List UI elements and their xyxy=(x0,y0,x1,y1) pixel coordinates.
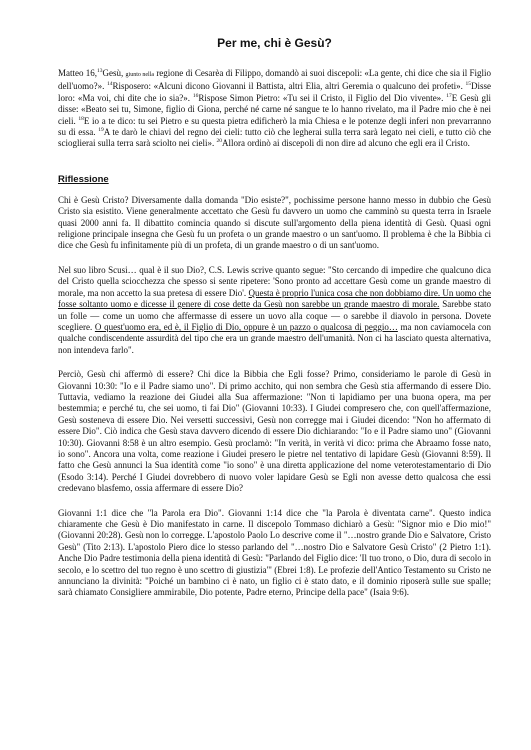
verse-number: 17 xyxy=(446,92,452,99)
verse-number: 18 xyxy=(78,115,84,122)
underlined-quote-2: O quest'uomo era, ed è, il Figlio di Dio, oppure è un pazzo o qualcosa di peggio… xyxy=(94,321,398,332)
verse-number: 15 xyxy=(465,81,472,88)
verse-number: 13 xyxy=(97,68,103,74)
scripture-passage: Matteo 16,13Gesù, giunto nella regione di Cesarèa di Filippo, domandò ai suoi discepoli: «La gente, chi dice che sia il Figlio dell'uomo?». $^{14}$Risposero: «Alcuni dicono Giovanni il Battista, altri Elia, altri Geremia o qualcuno dei profeti». $^{15}$Disse loro: «Ma voi, chi dite che io sia?». $^{16}$Rispose Simon Pietro: «Tu sei il Cristo, il Figlio del Dio vivente». $^{17}$E Gesù gli disse: «Beato sei tu, Simone, figlio di Giona, perché né carne né sangue te lo hanno rivelato, ma il Padre mio che è nei cieli. $^{18}$E io a te dico: tu sei Pietro e su questa pietra edificherò la mia Chiesa e le potenze degli inferi non prevarranno su di essa. $^{19}$A te darò le chiavi del regno dei cieli: tutto ciò che legherai sulla terra sarà legato nei cieli, e tutto ciò che scioglierai sulla terra sarà sciolto nei cieli». $^{20}$Allora ordinò ai discepoli di non dire ad alcuno che egli era il Cristo. xyxy=(58,68,492,149)
verse-number: 16 xyxy=(192,92,199,99)
verse-number: 19 xyxy=(98,127,104,134)
page-title: Per me, chi è Gesù? xyxy=(217,36,332,50)
section-heading: Riflessione xyxy=(58,173,109,185)
paragraph-2: Nel suo libro Scusi… qual è il suo Dio?, C.S. Lewis scrive quanto segue: "Sto cercando di impedire che qualcuno dica del Cristo quella sciocchezza che spesso si sente ripetere: 'Sono pronto ad accettare Gesù come un grande maestro di morale, ma non accetto la sua pretesa di essere Dio'. Questa è proprio l'unica cosa che non dobbiamo dire. Un uomo che fosse soltanto uomo e dicesse il genere di cose dette da Gesù non sarebbe un grande maestro di morale. Sarebbe stato un folle — come un uomo che affermasse di essere un uovo alla coque — o sarebbe il diavolo in persona. Dovete scegliere. O quest'uomo era, ed è, il Figlio di Dio, oppure è un pazzo o qualcosa di peggio… ma non caviamocela con qualche condiscendente assurdità del tipo che era un grande maestro dell'umanità. Non ci ha lasciato questa alternativa, non intendeva farlo". xyxy=(58,264,492,355)
paragraph-4: Giovanni 1:1 dice che "la Parola era Dio". Giovanni 1:14 dice che "la Parola è diventata carne". Questo indica chiaramente che Gesù è Dio manifestato in carne. Il discepolo Tommaso dichiarò a Gesù: "Signor mio e Dio mio!" (Giovanni 20:28). Gesù non lo corregge. L'apostolo Paolo Lo descrive come il "…nostro grande Dio e Salvatore, Cristo Gesù" (Tito 2:13). L'apostolo Piero dice lo stesso parlando del "…nostro Dio e Salvatore Gesù Cristo" (2 Pietro 1:1). Anche Dio Padre testimonia della piena identità di Gesù: "Parlando del Figlio dice: 'Il tuo trono, o Dio, dura di secolo in secolo, e lo scettro del tuo regno è uno scettro di giustizia'" (Ebrei 1:8). Le profezie dell'Antico Testamento su Cristo ne annunciano la divinità: "Poiché un bambino ci è nato, un figlio ci è stato dato, e il dominio riposerà sulle sue spalle; sarà chiamato Consigliere ammirabile, Dio potente, Padre eterno, Principe della pace" (Isaia 9:6). xyxy=(58,507,491,598)
paragraph-3: Perciò, Gesù chi affermò di essere? Chi dice la Bibbia che Egli fosse? Primo, consideriamo le parole di Gesù in Giovanni 10:30: "Io e il Padre siamo uno". Di primo acchito, qui non sembra che Gesù stia affermando di essere Dio. Tuttavia, vediamo la reazione dei Giudei alla Sua affermazione: "Non ti lapidiamo per una buona opera, ma per bestemmia; e perché tu, che sei uomo, ti fai Dio" (Giovanni 10:33). I Giudei compresero che, con quell'affermazione, Gesù sosteneva di essere Dio. Nei versetti successivi, Gesù non corregge mai i Giudei dicendo: "Non ho affermato di essere Dio". Ciò indica che Gesù stava davvero dicendo di essere Dio dichiarando: "Io e il Padre siamo uno" (Giovanni 10:30). Giovanni 8:58 è un altro esempio. Gesù proclamò: "In verità, in verità vi dico: prima che Abraamo fosse nato, io sono". Ancora una volta, come reazione i Giudei presero le pietre nel tentativo di lapidare Gesù (Giovanni 8:59). Il fatto che Gesù annunci la Sua identità come "io sono" è una diretta applicazione del nome veterotestamentario di Dio (Esodo 3:14). Perché I Giudei dovrebbero di nuovo voler lapidare Gesù se Egli non avesse detto qualcosa che essi credevano blasfemo, ossia affermare di essere Dio? xyxy=(58,369,491,494)
scripture-reference: Matteo 16, xyxy=(58,68,98,78)
verse-number: 14 xyxy=(107,81,113,88)
paragraph-1: Chi è Gesù Cristo? Diversamente dalla domanda "Dio esiste?", pochissime persone hanno messo in dubbio che Gesù Cristo sia esistito. Viene generalmente accettato che Gesù fu davvero un uomo che camminò su questa terra in Israele quasi 2000 anni fa. Il dibattito comincia quando si discute sull'argomento della piena identità di Gesù. Quasi ogni religione principale insegna che Gesù fu un profeta o un grande maestro o un sant'uomo. Il problema è che la Bibbia ci dice che Gesù fu infinitamente più di un profeta, di un grande maestro o di un sant'uomo. xyxy=(58,194,491,251)
small-text: giunto nella xyxy=(125,72,155,78)
verse-number: 20 xyxy=(216,138,222,145)
underlined-quote-1: Questa è proprio l'unica cosa che non dobbiamo dire. Un uomo che fosse soltanto uomo e dicesse il genere di cose dette da Gesù non sarebbe un grande maestro di morale. xyxy=(58,287,492,310)
